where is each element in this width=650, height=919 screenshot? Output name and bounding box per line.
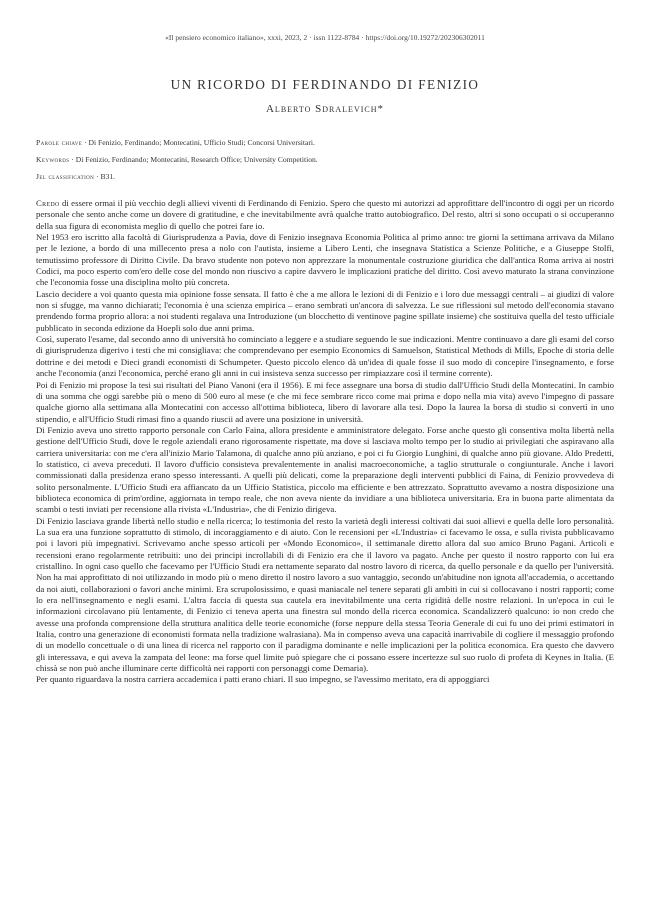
body-paragraph: Poi di Fenizio mi propose la tesi sui risultati del Piano Vanoni (era il 1956). E mi fece assegnare una borsa di studio dall'Ufficio Studi della Montecatini. In cambio di una somma che oggi sarebbe più o meno di 500 euro al mese (e che mi fece sembrare ricco come mai prima e dopo nella mia vita) avevo l'impegno di passare qualche giorno alla settimana alla Montecatini con accesso all'ottima biblioteca, libero di lavorare alla tesi. Dopo la laurea la borsa di studio si convertì in uno stipendio, e all'Ufficio Studi rimasi fino a quando riuscii ad avere una posizione in università. — [36, 379, 614, 424]
article-title: UN RICORDO DI FERDINANDO DI FENIZIO — [170, 77, 480, 92]
keywords-english-text: · Di Fenizio, Ferdinando; Montecatini, Research Office; University Competition. — [69, 155, 318, 164]
jel-classification-label: Jel classification — [36, 172, 95, 181]
keywords-english-label: Keywords — [36, 155, 70, 164]
paragraph-lead-word: Credo — [36, 198, 60, 208]
body-paragraph — [36, 198, 614, 232]
jel-classification-text: · B31. — [94, 172, 116, 181]
body-paragraph: Nel 1953 ero iscritto alla facoltà di Giurisprudenza a Pavia, dove di Fenizio insegnava Economia Politica al primo anno: tre giorni la settimana arrivava da Milano per le lezione, a bordo di una millecento presa a nolo con l'autista, insieme a Libero Lenti, che insegnava Statistica a Scienze Politiche, e a Giuseppe Stolfi, temutissimo professore di Diritto Civile. Da bravo studente non potevo non apprezzare la monumentale costruzione giuridica che dall'antica Roma arriva ai nostri Codici, ma poco esperto com'ero delle cose del mondo non riuscivo a capire davvero le implicazioni pratiche del diritto. Così avevo maturato la strana convinzione che l'economia fosse una disciplina molto più concreta. — [36, 232, 614, 288]
body-paragraph: Lascio decidere a voi quanto questa mia opinione fosse sensata. Il fatto è che a me allora le lezioni di di Fenizio e i loro due messaggi centrali – ai giudizi di valore non si sfugge, ma vanno dichiarati; l'economia è una scienza empirica – erano sembrati un'ancora di salvezza. Le sue riflessioni sul metodo dell'economia stavano prendendo forma proprio allora: a noi studenti regalava una Introduzione (un blocchetto di ventinove pagine spillate insieme) che sostituiva quella del testo ufficiale pubblicato in seconda edizione da Hoepli solo due anni prima. — [36, 288, 614, 333]
jel-classification — [36, 172, 616, 181]
body-paragraph: Così, superato l'esame, dal secondo anno di università ho cominciato a leggere e a studiare seguendo le sue indicazioni. Mentre continuavo a dare gli esami del corso di giurisprudenza digerivo i testi che mi consigliava: che comprendevano per esempio Economics di Samuelson, Statistical Methods di Mills, Epoche di storia delle dottrine e dei metodi e Dieci grandi economisti di Schumpeter. Questo piccolo elenco dà un'idea di quale fosse il suo modo di concepire l'insegnamento, e forse anche l'economia (anzi l'economica, perché erano gli anni in cui insisteva senza successo per rimpiazzare così il termine corrente). — [36, 334, 614, 379]
paragraph-text: di essere ormai il più vecchio degli allievi viventi di Ferdinando di Fenizio. Spero che questo mi autorizzi ad approfittare dell'incontro di oggi per un ricordo personale che sento anche come un dovere di gratitudine, e che inevitabilmente avrà qualche tratto autobiografico. Del resto, altri si sono occupati o si occuperanno della sua figura di economista meglio di quello che potrei fare io. — [36, 198, 614, 231]
keywords-italian-text: · Di Fenizio, Ferdinando; Montecatini, Ufficio Studi; Concorsi Universitari. — [82, 138, 315, 147]
body-paragraph: Per quanto riguardava la nostra carriera accademica i patti erano chiari. Il suo impegno, se l'avessimo meritato, era di appoggiarci — [36, 674, 490, 685]
keywords-english — [36, 155, 616, 164]
journal-header: «Il pensiero economico italiano», xxxi, 2023, 2 · issn 1122-8784 · https://doi.org/10.19272/202306302011 — [165, 33, 485, 42]
article-body — [36, 198, 614, 686]
keywords-italian — [36, 138, 616, 147]
body-paragraph: Di Fenizio lasciava grande libertà nello studio e nella ricerca; lo testimonia del resto la varietà degli interessi coltivati dai suoi allievi e quella delle loro personalità. La sua era una funzione soprattutto di stimolo, di incoraggiamento e di aiuto. Con le recensioni per «L'Industria» ci facevamo le ossa, e sulla rivista pubblicavamo poi i lavori più impegnativi. Scrivevamo anche spesso articoli per «Mondo Economico», il settimanale diretto allora dal suo amico Bruno Pagani. Articoli e recensioni erano regolarmente retribuiti: uno dei principi incrollabili di di Fenizio era che il lavoro va pagato. Anche per questo il nostro rapporto con lui era cristallino. In ogni caso quello che facevamo per l'Ufficio Studi era nettamente separato dal nostro lavoro di ricerca, da quello personale e da quello per l'università. Non ha mai approfittato di noi utilizzando in modo più o meno diretto il nostro lavoro a suo vantaggio, secondo un'abitudine non ignota all'accademia, o accettando da noi aiuti, collaborazioni o favori anche minimi. Era scrupolosissimo, e quasi maniacale nel tenere separati gli ambiti in cui si collocavano i nostri rapporti; come lo era nell'insegnamento e negli esami. L'altra faccia di questa sua cautela era inevitabilmente una certa rigidità delle nostre relazioni. In un'epoca in cui le informazioni circolavano più lentamente, di Fenizio ci teneva aperta una finestra sul mondo della ricerca economica. Scandalizzerò qualcuno: io non credo che avesse una profonda comprensione della struttura analitica delle teorie economiche (forse neppure della stessa Teoria Generale di cui fu uno dei primi estimatori in Italia, contro una generazione di economisti formata nella tradizione walrasiana). Ma in compenso aveva una capacità inarrivabile di cogliere il messaggio profondo di un modello concettuale o di una linea di ricerca nel rapporto con il paradigma dominante e nelle implicazioni per la politica economica. Era questo che davvero gli interessava, e qui aveva la zampata del leone: ma forse quel limite può spiegare che ci possano essere incertezze sul suo ruolo di profeta di Keynes in Italia. (E chissà se non può anche illuminare certe difficoltà nei rapporti con personaggi come Demaria). — [36, 515, 614, 674]
article-author: Alberto Sdralevich* — [265, 103, 384, 115]
keywords-italian-label: Parole chiave — [36, 138, 83, 147]
body-paragraph: Di Fenizio aveva uno stretto rapporto personale con Carlo Faina, allora presidente e amministratore delegato. Forse anche questo gli consentiva molta libertà nella gestione dell'Ufficio Studi, dove le regole aziendali erano rigorosamente rispettate, ma dove si lasciava molto tempo per lo studio ai privilegiati che aspiravano alla carriera universitaria: con me c'era all'inizio Mario Talamona, di qualche anno più anziano, e poi ci fu Giorgio Lunghini, di qualche anno più giovane. Aldo Predetti, lo statistico, ci aveva preceduti. Il lavoro d'ufficio consisteva prevalentemente in analisi macroeconomiche, a taglio strutturale o congiunturale. Anche i lavori commissionati dalla presidenza erano spesso interessanti. A quelli più delicati, come la preparazione degli interventi pubblici di Faina, di Fenizio provvedeva di solito personalmente. L'Ufficio Studi era affiancato da un Ufficio Statistica, piccolo ma efficiente e ben attrezzato. Soprattutto avevamo a nostra disposizione una biblioteca economica di prim'ordine, aggiornata in tempo reale, che non aveva niente da invidiare a una biblioteca universitaria. Era in buona parte alimentata da scambi o testi inviati per recensione alla rivista «L'Industria», che di Fenizio dirigeva. — [36, 424, 614, 515]
